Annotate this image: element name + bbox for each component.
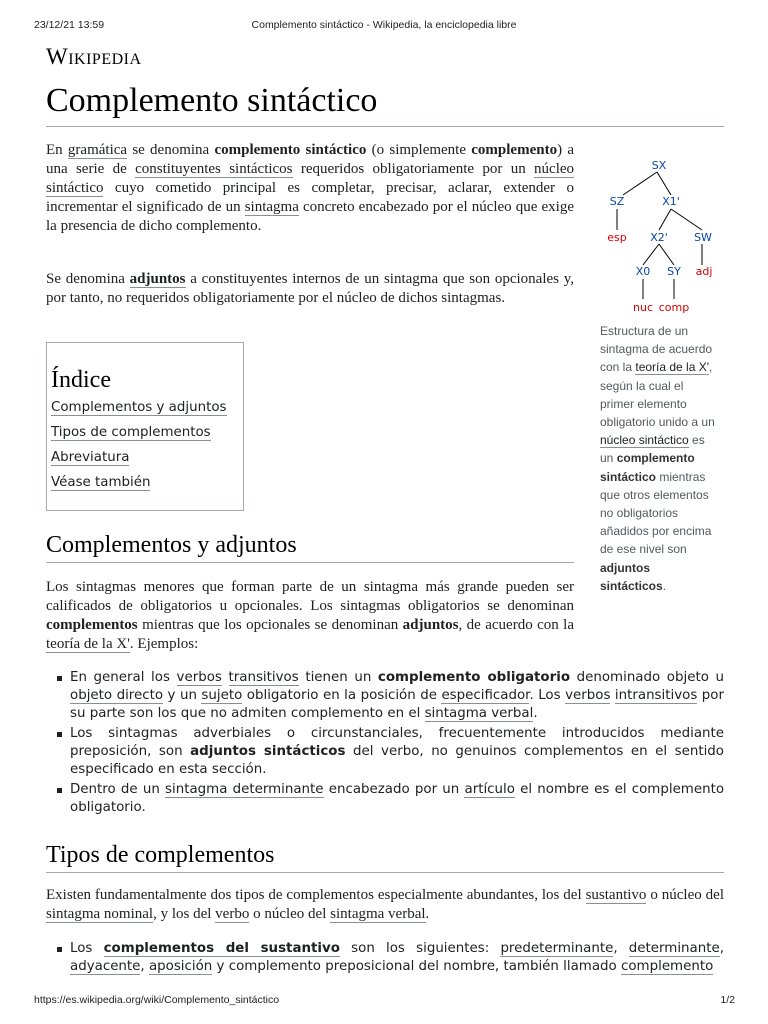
bold-term: adjuntos sintácticos: [600, 560, 663, 593]
bold-term: adjuntos sintácticos: [190, 744, 346, 759]
inline-link[interactable]: objeto directo: [70, 688, 164, 703]
inline-link[interactable]: sintagma verbal: [424, 706, 534, 721]
inline-link[interactable]: sintagma nominal: [46, 906, 154, 922]
print-url: https://es.wikipedia.org/wiki/Complemento_sintáctico: [34, 994, 280, 1006]
toc-item-abreviatura[interactable]: Abreviatura: [51, 450, 130, 465]
inline-link[interactable]: determinante: [628, 941, 720, 956]
section-heading-complementos-y-adjuntos: Complementos y adjuntos: [46, 530, 574, 563]
inline-link[interactable]: teoría de la X': [46, 636, 130, 652]
label-adj: adj: [695, 265, 713, 278]
inline-link[interactable]: núcleo sintáctico: [46, 161, 575, 196]
xbar-tree-figure: [597, 152, 723, 318]
inline-link[interactable]: núcleo sintáctico: [600, 433, 689, 448]
node-sz: SZ: [609, 195, 625, 208]
inline-link[interactable]: complementos del sustantivo: [103, 941, 340, 956]
section1-paragraph: Los sintagmas menores que forman parte de un sintagma más grande pueden ser calificados de obligatorios u opcionales. Los sintagmas obligatorios se denominan complementos mientras que los opcionales se denominan adjuntos, de acuerdo con la teoría de la X'. Ejemplos:: [46, 579, 575, 652]
print-date: 23/12/21 13:59: [34, 19, 105, 31]
inline-link[interactable]: sintagma: [244, 199, 299, 215]
inline-link[interactable]: adyacente: [70, 959, 141, 974]
table-of-contents: [46, 342, 244, 511]
section-heading-tipos-de-complementos: Tipos de complementos: [46, 840, 724, 873]
bold-term: complemento: [471, 142, 558, 158]
inline-link[interactable]: constituyentes sintácticos: [135, 161, 293, 177]
bold-term: complemento sintáctico: [214, 142, 367, 158]
list-item: Los sintagmas adverbiales o circunstanciales, frecuentemente introducidos mediante preposición, son adjuntos sintácticos del verbo, no genuinos complementos en el sentido especificado en esta sección.: [46, 725, 724, 779]
inline-link[interactable]: verbos: [176, 670, 222, 685]
inline-link[interactable]: transitivos: [228, 670, 299, 685]
bold-term: complemento sintáctico: [600, 451, 695, 484]
node-x2: X2': [650, 231, 668, 244]
bold-term: adjuntos: [402, 617, 459, 633]
inline-link[interactable]: gramática: [67, 142, 128, 158]
inline-link[interactable]: sujeto: [201, 688, 243, 703]
node-sw: SW: [694, 231, 712, 244]
list-item: En general los verbos transitivos tienen un complemento obligatorio denominado objeto u objeto directo y un sujeto obligatorio en la posición de especificador. Los verbos intransitivos por su parte son los que no admiten complemento en el sintagma verbal.: [46, 669, 724, 723]
node-x0: X0: [635, 265, 651, 278]
print-page-number: 1/2: [720, 994, 735, 1006]
node-sx: SX: [651, 159, 667, 172]
inline-link[interactable]: verbos: [565, 688, 611, 703]
section1-list: [46, 669, 724, 819]
wikipedia-logo[interactable]: Wikipedia: [46, 44, 142, 69]
list-item: Dentro de un sintagma determinante encabezado por un artículo el nombre es el complemento obligatorio.: [46, 781, 724, 817]
inline-link[interactable]: predeterminante: [500, 941, 614, 956]
section2-paragraph: Existen fundamentalmente dos tipos de complementos especialmente abundantes, los del sustantivo o núcleo del sintagma nominal, y los del verbo o núcleo del sintagma verbal.: [46, 887, 724, 922]
label-comp: comp: [658, 301, 690, 314]
inline-link[interactable]: artículo: [464, 782, 515, 797]
inline-link[interactable]: teoría de la X': [635, 360, 710, 375]
print-title: Complemento sintáctico - Wikipedia, la enciclopedia libre: [251, 19, 517, 31]
list-item: Los complementos del sustantivo son los siguientes: predeterminante, determinante, adyacente, aposición y complemento preposicional del nombre, también llamado complemento: [46, 940, 724, 976]
inline-link[interactable]: sintagma verbal: [330, 906, 426, 922]
inline-link[interactable]: sintagma determinante: [165, 782, 324, 797]
bold-term: complementos: [46, 617, 138, 633]
inline-link[interactable]: sustantivo: [585, 887, 647, 903]
node-x1: X1': [662, 195, 680, 208]
lead-paragraph-1: En gramática se denomina complemento sintáctico (o simplemente complemento) a una serie de constituyentes sintácticos requeridos obligatoriamente por un núcleo sintáctico cuyo cometido principal es completar, precisar, aclarar, extender o incrementar el significado de un sintagma concreto encabezado por el núcleo que exige la presencia de dicho complemento.: [46, 142, 575, 234]
section2-list: [46, 940, 724, 976]
label-esp: esp: [607, 231, 627, 244]
toc-item-vease-tambien[interactable]: Véase también: [51, 475, 151, 490]
inline-link[interactable]: complemento: [621, 959, 714, 974]
bold-term: complemento obligatorio: [377, 670, 571, 685]
inline-link[interactable]: especificador: [441, 688, 530, 703]
xbar-tree-diagram: [597, 152, 723, 318]
toc-item-complementos-y-adjuntos[interactable]: Complementos y adjuntos: [51, 400, 227, 415]
lead-paragraph-2: Se denomina adjuntos a constituyentes internos de un sintagma que son opcionales y, por tanto, no requeridos obligatoriamente por el núcleo de dichos sintagmas.: [46, 271, 575, 306]
inline-link[interactable]: verbo: [215, 906, 250, 922]
inline-link[interactable]: aposición: [148, 959, 213, 974]
inline-link[interactable]: adjuntos: [129, 271, 186, 287]
toc-item-tipos-de-complementos[interactable]: Tipos de complementos: [51, 425, 211, 440]
figure-caption: Estructura de un sintagma de acuerdo con la teoría de la X', según la cual el primer elemento obligatorio unido a un núcleo sintáctico es un complemento sintáctico mientras que otros elementos no obligatorios añadidos por encima de ese nivel son adjuntos sintácticos.: [600, 324, 715, 593]
toc-title: Índice: [51, 367, 111, 393]
inline-link[interactable]: intransitivos: [614, 688, 698, 703]
node-sy: SY: [667, 265, 681, 278]
page-title: Complemento sintáctico: [46, 79, 724, 127]
label-nuc: nuc: [633, 301, 653, 314]
